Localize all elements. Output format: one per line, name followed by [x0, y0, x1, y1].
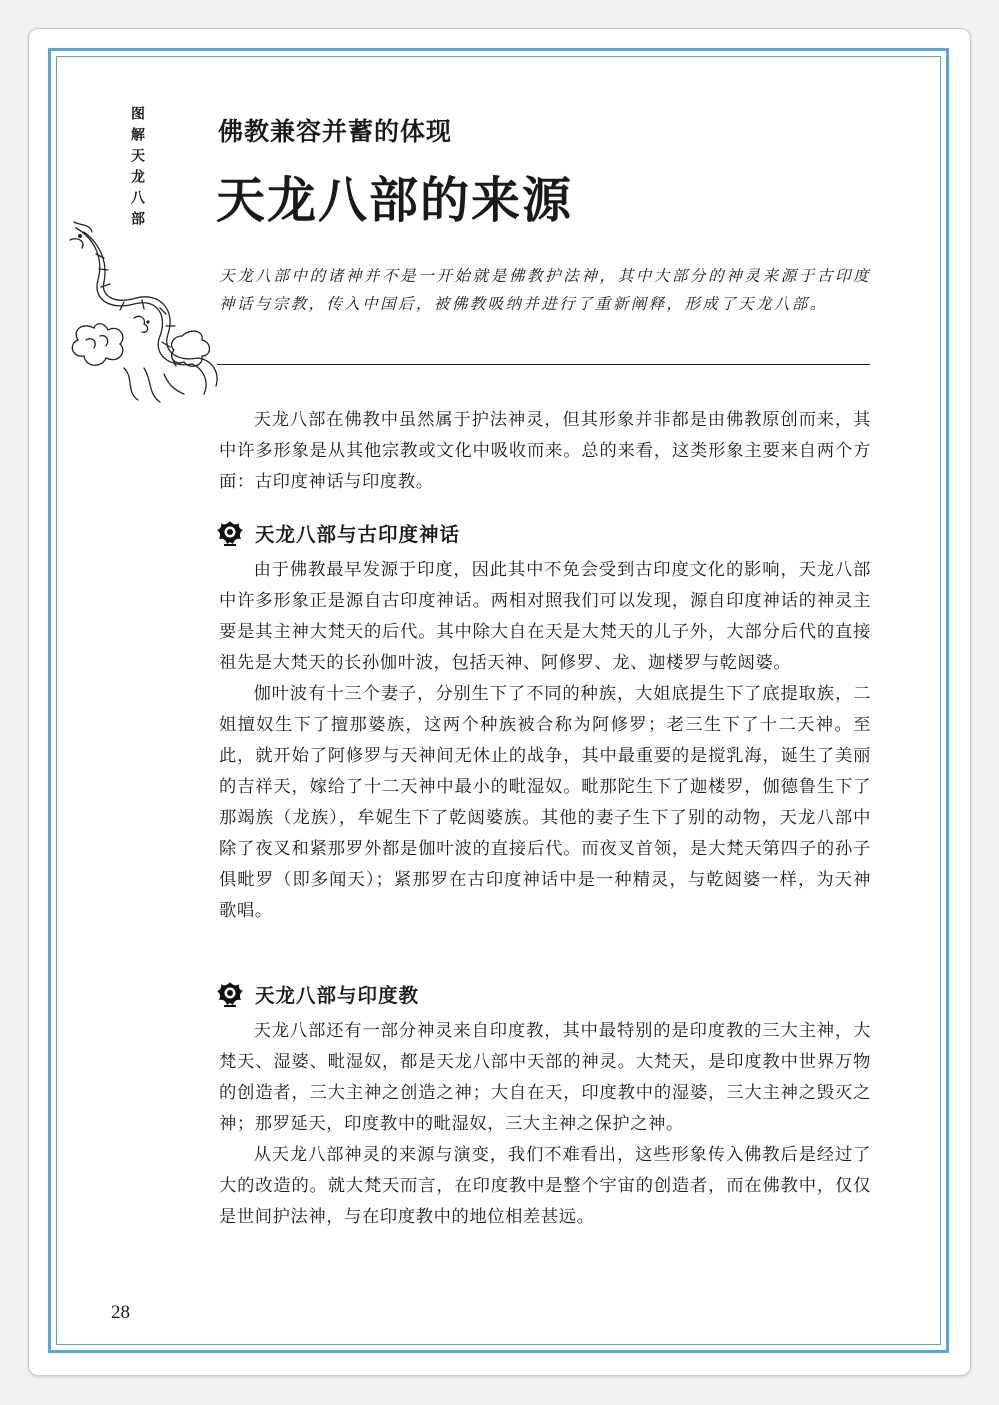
section-heading-text: 天龙八部与古印度神话 [255, 523, 461, 546]
paragraph: 由于佛教最早发源于印度，因此其中不免会受到古印度文化的影响，天龙八部中许多形象正是源自古印度神话。两相对照我们可以发现，源自印度神话的神灵主要是其主神大梵天的后代。其中除大自在天是大梵天的儿子外，大部分后代的直接祖先是大梵天的长孙伽叶波，包括天神、阿修罗、龙、迦楼罗与乾闼婆。 [219, 560, 871, 673]
section-heading-1 [215, 518, 460, 548]
paragraph: 从天龙八部神灵的来源与演变，我们不难看出，这些形象传入佛教后是经过了大的改造的。就大梵天而言，在印度教中是整个宇宙的创造者，而在佛教中，仅仅是世间护法神，与在印度教中的地位相差甚远。 [219, 1145, 871, 1227]
page-title: 天龙八部的来源 [216, 171, 574, 229]
divider [217, 364, 870, 365]
intro-summary: 天龙八部中的诸神并不是一开始就是佛教护法神，其中大部分的神灵来源于古印度神话与宗教，传入中国后，被佛教吸纳并进行了重新阐释，形成了天龙八部。 [219, 267, 871, 313]
dharma-ornament-icon [215, 979, 245, 1009]
section-heading-text: 天龙八部与印度教 [255, 984, 420, 1007]
page-number: 28 [111, 1302, 130, 1323]
section-1-text [219, 555, 871, 927]
paragraph: 伽叶波有十三个妻子，分别生下了不同的种族，大姐底提生下了底提取族，二姐擅奴生下了擅那婆族，这两个种族被合称为阿修罗；老三生下了十二天神。至此，就开始了阿修罗与天神间无休止的战争，其中最重要的是搅乳海，诞生了美丽的吉祥天，嫁给了十二天神中最小的毗湿奴。毗那陀生下了迦楼罗，伽德鲁生下了那竭族（龙族），牟妮生下了乾闼婆族。其他的妻子生下了别的动物，天龙八部中除了夜叉和紧那罗外都是伽叶波的直接后代。而夜叉首领，是大梵天第四子的孙子俱毗罗（即多闻天）；紧那罗在古印度神话中是一种精灵，与乾闼婆一样，为天神歌唱。 [219, 684, 871, 921]
dragon-illustration-icon [64, 218, 224, 410]
book-title-vertical: 图解天龙八部 [129, 106, 145, 232]
dharma-ornament-icon [215, 518, 245, 548]
paragraph: 天龙八部还有一部分神灵来自印度教，其中最特别的是印度教的三大主神，大梵天、湿婆、毗湿奴，都是天龙八部中天部的神灵。大梵天，是印度教中世界万物的创造者，三大主神之创造之神；大自在天，印度教中的湿婆，三大主神之毁灭之神；那罗延天，印度教中的毗湿奴，三大主神之保护之神。 [219, 1021, 871, 1134]
section-2-text [219, 1016, 871, 1233]
opening-text [219, 405, 871, 498]
section-subtitle: 佛教兼容并蓄的体现 [218, 117, 453, 146]
paragraph: 天龙八部在佛教中虽然属于护法神灵，但其形象并非都是由佛教原创而来，其中许多形象是从其他宗教或文化中吸收而来。总的来看，这类形象主要来自两个方面：古印度神话与印度教。 [219, 410, 871, 492]
section-heading-2 [215, 979, 419, 1009]
